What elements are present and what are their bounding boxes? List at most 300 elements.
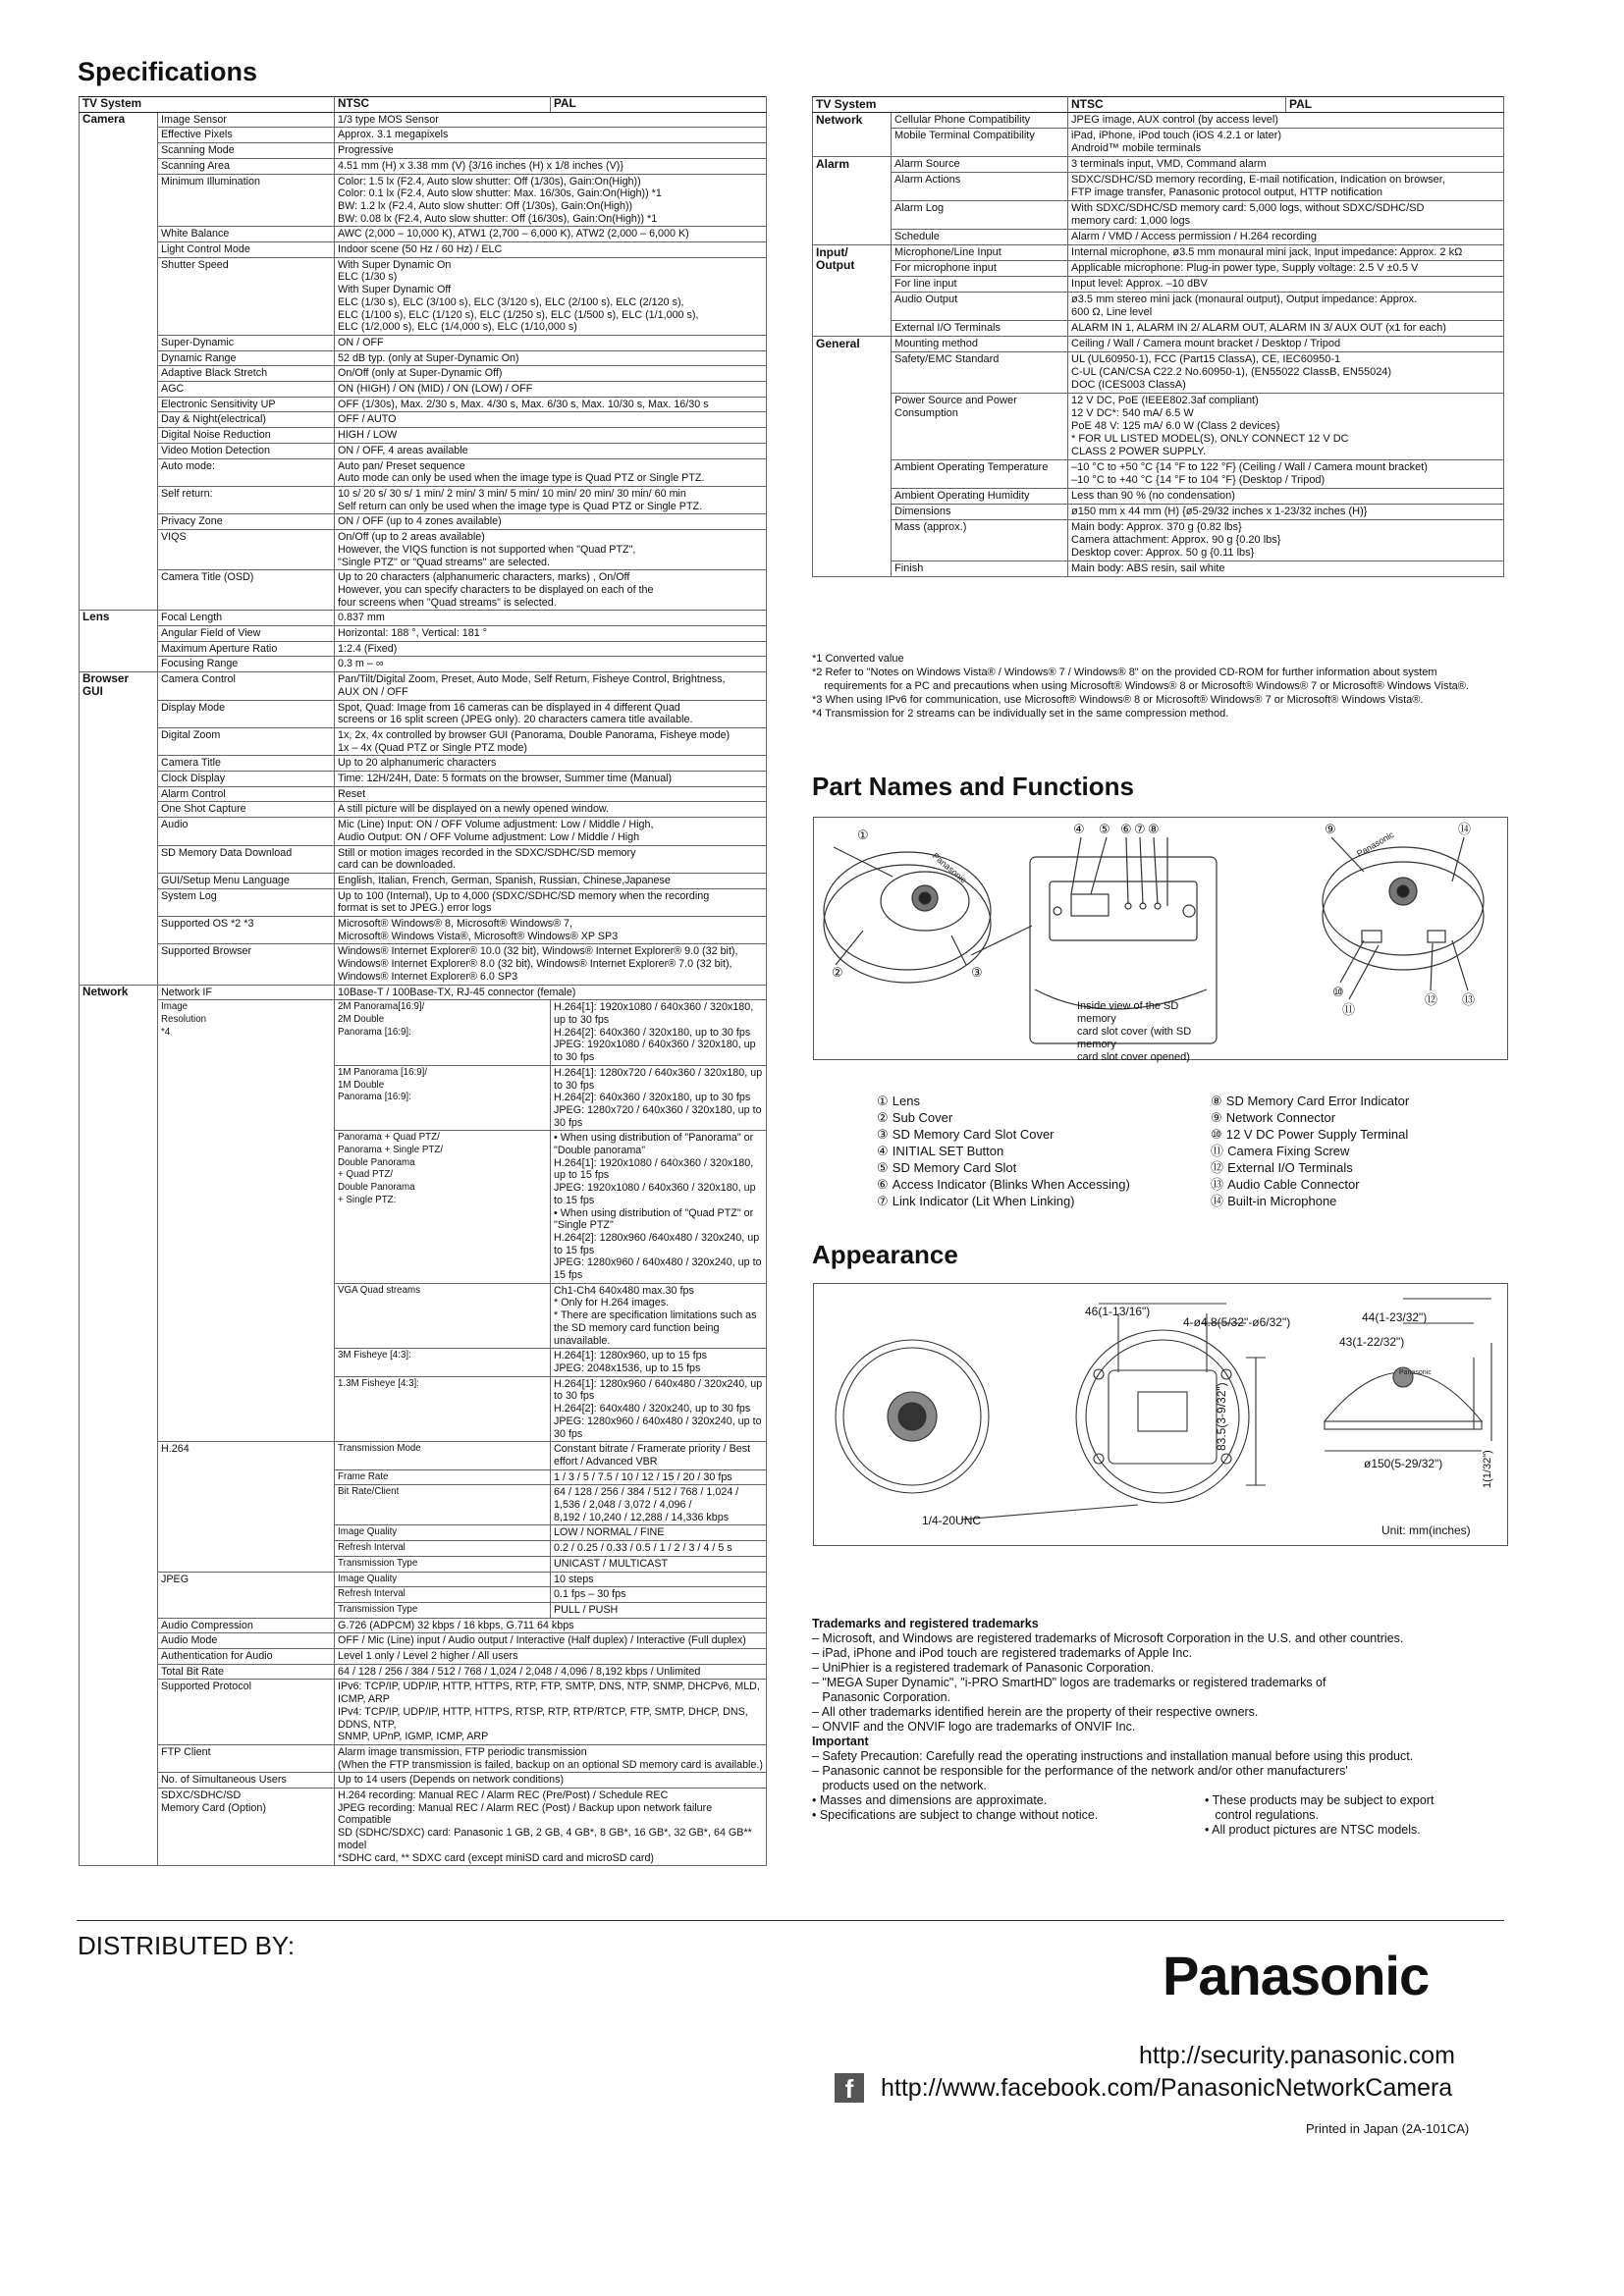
ntsc-header: NTSC <box>335 97 551 113</box>
spec-value: H.264[1]: 1920x1080 / 640x360 / 320x180, up to 30 fps H.264[2]: 640x360 / 320x180, up to 30 fps JPEG: 1920x1080 / 640x360 / 320x180, up to 30 fps <box>551 1000 767 1066</box>
spec-label: Power Source and Power Consumption <box>892 394 1068 460</box>
pal-header: PAL <box>551 97 767 113</box>
spec-label: Mobile Terminal Compatibility <box>892 129 1068 157</box>
spec-label: Bit Rate/Client <box>335 1485 551 1525</box>
spec-label: Mounting method <box>892 337 1068 352</box>
spec-label: AGC <box>158 382 335 398</box>
part-name: Camera Fixing Screw <box>1227 1144 1350 1158</box>
spec-value: 10 s/ 20 s/ 30 s/ 1 min/ 2 min/ 3 min/ 5 min/ 10 min/ 20 min/ 30 min/ 60 min Self return can only be used when the image type is Quad PTZ or Single PTZ. <box>335 486 767 513</box>
important-item: – Panasonic cannot be responsible for the performance of the network and/or other manufacturers' <box>812 1764 1348 1778</box>
spec-row <box>813 277 1504 293</box>
spec-label: Light Control Mode <box>158 242 335 258</box>
spec-label: Effective Pixels <box>158 128 335 143</box>
spec-label: Audio Compression <box>158 1618 335 1633</box>
spec-label: Auto mode: <box>158 458 335 486</box>
part-name: Audio Cable Connector <box>1227 1177 1360 1192</box>
footnote: *4 Transmission for 2 streams can be individually set in the same compression method. <box>812 708 1229 720</box>
callout-3: ③ <box>971 966 983 981</box>
spec-value: Level 1 only / Level 2 higher / All users <box>335 1649 767 1665</box>
spec-label: Alarm Source <box>892 157 1068 173</box>
spec-row <box>80 458 767 486</box>
dim-150: ø150(5-29/32") <box>1364 1457 1443 1470</box>
spec-row <box>80 657 767 672</box>
spec-label: 1.3M Fisheye [4:3]: <box>335 1376 551 1442</box>
part-name: 12 V DC Power Supply Terminal <box>1225 1127 1409 1142</box>
spec-value: Constant bitrate / Framerate priority / Best effort / Advanced VBR <box>551 1442 767 1469</box>
dim-holes: 4-ø4.8(5/32"-ø6/32") <box>1183 1315 1291 1329</box>
spec-row <box>80 641 767 657</box>
footnote: *1 Converted value <box>812 653 904 665</box>
trademark-item: – All other trademarks identified herein are the property of their respective owners. <box>812 1705 1259 1719</box>
spec-label: Adaptive Black Stretch <box>158 366 335 382</box>
spec-value: Time: 12H/24H, Date: 5 formats on the browser, Summer time (Manual) <box>335 772 767 787</box>
spec-category: Alarm <box>813 157 892 245</box>
part-number: ⑧ <box>1211 1095 1226 1109</box>
part-item <box>1211 1177 1525 1194</box>
part-name: SD Memory Card Slot Cover <box>892 1127 1055 1142</box>
part-names-figure <box>813 817 1508 1063</box>
spec-row <box>80 845 767 873</box>
spec-row <box>813 561 1504 577</box>
spec-row <box>813 129 1504 157</box>
spec-label: Audio Output <box>892 293 1068 321</box>
spec-value: Less than 90 % (no condensation) <box>1068 489 1504 505</box>
spec-row <box>80 112 767 128</box>
part-name: Lens <box>892 1094 920 1108</box>
spec-label: SD Memory Data Download <box>158 845 335 873</box>
spec-value: Main body: ABS resin, sail white <box>1068 561 1504 577</box>
spec-row <box>813 173 1504 201</box>
spec-category: Network <box>80 985 158 1866</box>
spec-label: Transmission Mode <box>335 1442 551 1469</box>
appearance-heading: Appearance <box>812 1240 958 1269</box>
spec-row <box>80 128 767 143</box>
spec-label: GUI/Setup Menu Language <box>158 873 335 888</box>
ntsc-header: NTSC <box>1068 97 1286 113</box>
specifications-heading: Specifications <box>78 57 258 86</box>
spec-label: For line input <box>892 277 1068 293</box>
spec-label: Cellular Phone Compatibility <box>892 113 1068 129</box>
spec-label: 3M Fisheye [4:3]: <box>335 1349 551 1376</box>
spec-value: A still picture will be displayed on a newly opened window. <box>335 802 767 818</box>
spec-label: Scanning Mode <box>158 143 335 159</box>
part-number: ⑭ <box>1211 1195 1228 1209</box>
spec-label: SDXC/SDHC/SD Memory Card (Option) <box>158 1789 335 1866</box>
spec-label: Clock Display <box>158 772 335 787</box>
footnotes <box>812 652 1519 721</box>
spec-label: Supported Browser <box>158 944 335 985</box>
spec-value: 1x, 2x, 4x controlled by browser GUI (Panorama, Double Panorama, Fisheye mode) 1x – 4x (Quad PTZ or Single PTZ mode) <box>335 727 767 755</box>
spec-label: Dynamic Range <box>158 350 335 366</box>
spec-value: ALARM IN 1, ALARM IN 2/ ALARM OUT, ALARM IN 3/ AUX OUT (x1 for each) <box>1068 321 1504 337</box>
part-item <box>877 1194 1230 1210</box>
spec-sublabel: Image Resolution *4 <box>158 1000 335 1442</box>
right-spec-table <box>812 96 1504 577</box>
inset-caption: Inside view of the SD memory card slot cover (with SD memory card slot cover opened) <box>1077 1000 1192 1063</box>
spec-value: Alarm image transmission, FTP periodic transmission (When the FTP transmission is failed, backup on an optional SD memory card is available.) <box>335 1744 767 1772</box>
left-spec-table <box>79 96 767 1866</box>
spec-value: Reset <box>335 786 767 802</box>
parts-list-right <box>1211 1094 1525 1210</box>
trademarks-section <box>812 1617 1519 1838</box>
important-title: Important <box>812 1735 869 1748</box>
spec-row <box>80 443 767 458</box>
spec-value: ø150 mm x 44 mm (H) {ø5-29/32 inches x 1-23/32 inches (H)} <box>1068 505 1504 520</box>
part-number: ⑩ <box>1211 1128 1226 1143</box>
callout-7: ⑦ <box>1134 823 1146 837</box>
spec-value: Alarm / VMD / Access permission / H.264 recording <box>1068 230 1504 245</box>
spec-value: 52 dB typ. (only at Super-Dynamic On) <box>335 350 767 366</box>
spec-label: Transmission Type <box>335 1602 551 1618</box>
spec-label: Image Sensor <box>158 112 335 128</box>
spec-value: With Super Dynamic On ELC (1/30 s) With Super Dynamic Off ELC (1/30 s), ELC (3/100 s), ELC (3/120 s), ELC (2/100 s), ELC (2/120 s), ELC (1/100 s), ELC (1/120 s), ELC (1/250 s), ELC (1/500 s), ELC (1/1,000 s), ELC (1/2,000 s), ELC (1/4,000 s), ELC (1/10,000 s) <box>335 257 767 335</box>
spec-row <box>80 727 767 755</box>
spec-sublabel: H.264 <box>158 1442 335 1572</box>
callout-2: ② <box>832 966 843 981</box>
spec-value: Up to 20 characters (alphanumeric characters, marks) , On/Off However, you can specify characters to be displayed on each of the four screens when "Quad streams" is selected. <box>335 570 767 611</box>
part-item <box>1211 1094 1525 1110</box>
note-item: • These products may be subject to export <box>1205 1793 1435 1807</box>
device-brand-side: Panasonic <box>1399 1369 1432 1376</box>
part-item <box>1211 1194 1525 1210</box>
spec-label: Transmission Type <box>335 1556 551 1572</box>
spec-row <box>813 505 1504 520</box>
note-item: • All product pictures are NTSC models. <box>1205 1823 1421 1837</box>
callout-13: ⑬ <box>1462 993 1476 1008</box>
spec-row <box>80 756 767 772</box>
spec-row <box>80 242 767 258</box>
spec-label: Authentication for Audio <box>158 1649 335 1665</box>
part-item <box>1211 1127 1525 1144</box>
spec-row <box>813 460 1504 489</box>
callout-10: ⑩ <box>1332 986 1344 1000</box>
spec-label: Day & Night(electrical) <box>158 412 335 428</box>
spec-label: External I/O Terminals <box>892 321 1068 337</box>
callout-5: ⑤ <box>1099 823 1110 837</box>
spec-label: Supported OS *2 *3 <box>158 917 335 944</box>
part-item <box>877 1144 1230 1160</box>
spec-label: Alarm Log <box>892 201 1068 230</box>
callout-4: ④ <box>1073 823 1085 837</box>
spec-value: Spot, Quad: Image from 16 cameras can be displayed in 4 different Quad screens or 16 split screen (JPEG only). 20 characters camera title available. <box>335 700 767 727</box>
part-name: External I/O Terminals <box>1227 1160 1353 1175</box>
spec-row <box>80 530 767 570</box>
spec-label: VIQS <box>158 530 335 570</box>
spec-label: Ambient Operating Temperature <box>892 460 1068 489</box>
spec-value: 0.2 / 0.25 / 0.33 / 0.5 / 1 / 2 / 3 / 4 / 5 s <box>551 1541 767 1557</box>
footnote: *2 Refer to "Notes on Windows Vista® / Windows® 7 / Windows® 8" on the provided CD-ROM for further information about system <box>812 667 1437 678</box>
part-name: Link Indicator (Lit When Linking) <box>892 1194 1075 1208</box>
part-number: ⑤ <box>877 1161 893 1176</box>
spec-label: Microphone/Line Input <box>892 245 1068 261</box>
spec-label: Minimum Illumination <box>158 174 335 227</box>
spec-value: OFF / AUTO <box>335 412 767 428</box>
footnote: *3 When using IPv6 for communication, use Microsoft® Windows® 8 or Microsoft® Windows® 7 or Microsoft® Windows Vista®. <box>812 694 1424 706</box>
spec-label: Audio Mode <box>158 1633 335 1649</box>
spec-label: Angular Field of View <box>158 626 335 642</box>
part-name: Built-in Microphone <box>1227 1194 1337 1208</box>
spec-label: Camera Title <box>158 756 335 772</box>
spec-value: English, Italian, French, German, Spanish, Russian, Chinese,Japanese <box>335 873 767 888</box>
part-item <box>1211 1160 1525 1177</box>
spec-label: Supported Protocol <box>158 1680 335 1745</box>
spec-value: H.264 recording: Manual REC / Alarm REC (Pre/Post) / Schedule REC JPEG recording: Manual REC / Alarm REC (Post) / Backup upon network failure Compatible SD (SDHC/SDXC) card: Panasonic 1 GB, 2 GB, 4 GB*, 8 GB*, 16 GB*, 32 GB*, 64 GB** model *SDHC card, ** SDXC card (except miniSD card and microSD card) <box>335 1789 767 1866</box>
spec-row <box>813 520 1504 561</box>
spec-value: Indoor scene (50 Hz / 60 Hz) / ELC <box>335 242 767 258</box>
spec-value: Up to 100 (Internal), Up to 4,000 (SDXC/SDHC/SD memory when the recording format is set to JPEG.) error logs <box>335 888 767 916</box>
tv-system-header: TV System <box>813 97 1068 113</box>
spec-value: On/Off (only at Super-Dynamic Off) <box>335 366 767 382</box>
spec-value: 1/3 type MOS Sensor <box>335 112 767 128</box>
spec-label: Display Mode <box>158 700 335 727</box>
important-item: products used on the network. <box>812 1779 987 1792</box>
spec-value: HIGH / LOW <box>335 428 767 444</box>
printed-in: Printed in Japan (2A-101CA) <box>1306 2121 1470 2136</box>
trademark-item: – UniPhier is a registered trademark of Panasonic Corporation. <box>812 1661 1155 1675</box>
facebook-url[interactable]: http://www.facebook.com/PanasonicNetworkCamera <box>881 2074 1453 2102</box>
footnote: requirements for a PC and precautions when using Microsoft® Windows® 8 or Microsoft® Windows® 7 or Microsoft® Windows Vista®. <box>812 680 1469 692</box>
spec-value: Mic (Line) Input: ON / OFF Volume adjustment: Low / Middle / High, Audio Output: ON / OFF Volume adjustment: Low / Middle / High <box>335 818 767 845</box>
spec-value: JPEG image, AUX control (by access level) <box>1068 113 1504 129</box>
spec-value: ON (HIGH) / ON (MID) / ON (LOW) / OFF <box>335 382 767 398</box>
spec-row <box>80 486 767 513</box>
spec-label: Network IF <box>158 985 335 1000</box>
dim-unc: 1/4-20UNC <box>922 1514 982 1527</box>
spec-sublabel: JPEG <box>158 1572 335 1618</box>
spec-row <box>80 873 767 888</box>
spec-category: Input/ Output <box>813 245 892 337</box>
spec-label: Self return: <box>158 486 335 513</box>
spec-label: Focusing Range <box>158 657 335 672</box>
tv-system-header: TV System <box>80 97 335 113</box>
trademark-item: – Microsoft, and Windows are registered trademarks of Microsoft Corporation in the U.S. and other countries. <box>812 1631 1404 1645</box>
spec-row <box>813 337 1504 352</box>
spec-label: Super-Dynamic <box>158 335 335 350</box>
spec-row <box>80 227 767 242</box>
spec-row <box>80 818 767 845</box>
spec-row <box>80 672 767 700</box>
part-item <box>1211 1144 1525 1160</box>
spec-row <box>80 412 767 428</box>
spec-label: Camera Control <box>158 672 335 700</box>
spec-value: H.264[1]: 1280x960 / 640x480 / 320x240, up to 30 fps H.264[2]: 640x480 / 320x240, up to 30 fps JPEG: 1280x960 / 640x480 / 320x240, up to 30 fps <box>551 1376 767 1442</box>
part-number: ⑬ <box>1211 1178 1228 1193</box>
spec-value: Windows® Internet Explorer® 10.0 (32 bit), Windows® Internet Explorer® 9.0 (32 bit), Windows® Internet Explorer® 8.0 (32 bit), Windows® Internet Explorer® 7.0 (32 bit), Windows® Internet Explorer® 6.0 SP3 <box>335 944 767 985</box>
spec-value: Still or motion images recorded in the SDXC/SDHC/SD memory card can be downloaded. <box>335 845 767 873</box>
dim-83: 83.5(3-9/32") <box>1215 1382 1228 1451</box>
spec-label: For microphone input <box>892 261 1068 277</box>
unit-label: Unit: mm(inches) <box>1381 1523 1471 1537</box>
spec-row <box>80 944 767 985</box>
spec-value: ON / OFF <box>335 335 767 350</box>
spec-label: Frame Rate <box>335 1469 551 1485</box>
callout-11: ⑪ <box>1342 1003 1356 1018</box>
spec-label: Electronic Sensitivity UP <box>158 397 335 412</box>
spec-label: Image Quality <box>335 1525 551 1541</box>
spec-row <box>813 201 1504 230</box>
spec-label: System Log <box>158 888 335 916</box>
part-item <box>877 1177 1230 1194</box>
spec-label: White Balance <box>158 227 335 242</box>
spec-value: G.726 (ADPCM) 32 kbps / 16 kbps, G.711 64 kbps <box>335 1618 767 1633</box>
part-item <box>877 1094 1230 1110</box>
spec-value: Internal microphone, ø3.5 mm monaural mini jack, Input impedance: Approx. 2 kΩ <box>1068 245 1504 261</box>
spec-row <box>813 245 1504 261</box>
spec-value: With SDXC/SDHC/SD memory card: 5,000 logs, without SDXC/SDHC/SD memory card: 1,000 logs <box>1068 201 1504 230</box>
spec-value: SDXC/SDHC/SD memory recording, E-mail notification, Indication on browser, FTP image transfer, Panasonic protocol output, HTTP notification <box>1068 173 1504 201</box>
important-item: – Safety Precaution: Carefully read the operating instructions and installation manual before using this product. <box>812 1749 1414 1763</box>
part-name: INITIAL SET Button <box>892 1144 1004 1158</box>
spec-row <box>813 489 1504 505</box>
spec-value: Pan/Tilt/Digital Zoom, Preset, Auto Mode, Self Return, Fisheye Control, Brightness, AUX ON / OFF <box>335 672 767 700</box>
spec-row <box>80 802 767 818</box>
callout-9: ⑨ <box>1325 823 1336 837</box>
part-name: SD Memory Card Error Indicator <box>1225 1094 1410 1108</box>
spec-label: FTP Client <box>158 1744 335 1772</box>
spec-label: Panorama + Quad PTZ/ Panorama + Single PTZ/ Double Panorama + Quad PTZ/ Double Panorama + Single PTZ: <box>335 1131 551 1283</box>
spec-label: 2M Panorama[16:9]/ 2M Double Panorama [16:9]: <box>335 1000 551 1066</box>
part-name: Access Indicator (Blinks When Accessing) <box>892 1177 1130 1192</box>
spec-category: Network <box>813 113 892 157</box>
parts-list-left <box>877 1094 1230 1210</box>
spec-value: 10Base-T / 100Base-TX, RJ-45 connector (female) <box>335 985 767 1000</box>
part-name: Sub Cover <box>892 1110 953 1125</box>
spec-label: Schedule <box>892 230 1068 245</box>
spec-row <box>813 352 1504 394</box>
part-number: ③ <box>877 1128 893 1143</box>
spec-label: Image Quality <box>335 1572 551 1587</box>
part-item <box>877 1160 1230 1177</box>
part-name: SD Memory Card Slot <box>892 1160 1017 1175</box>
notes-columns <box>812 1793 1519 1838</box>
spec-value: Main body: Approx. 370 g {0.82 lbs} Camera attachment: Approx. 90 g {0.20 lbs} Desktop cover: Approx. 50 g {0.11 lbs} <box>1068 520 1504 561</box>
spec-value: 4.51 mm (H) x 3.38 mm (V) {3/16 inches (H) x 1/8 inches (V)} <box>335 158 767 174</box>
spec-row <box>80 366 767 382</box>
spec-row <box>80 786 767 802</box>
spec-value: On/Off (up to 2 areas available) However, the VIQS function is not supported when "Quad PTZ", "Single PTZ" or "Quad streams" are selected. <box>335 530 767 570</box>
spec-label: Focal Length <box>158 611 335 626</box>
note-item: • Specifications are subject to change without notice. <box>812 1808 1099 1822</box>
spec-row <box>80 514 767 530</box>
part-item <box>1211 1110 1525 1127</box>
spec-value: Ceiling / Wall / Camera mount bracket / Desktop / Tripod <box>1068 337 1504 352</box>
spec-value: Approx. 3.1 megapixels <box>335 128 767 143</box>
spec-value: 64 / 128 / 256 / 384 / 512 / 768 / 1,024 / 2,048 / 4,096 / 8,192 kbps / Unlimited <box>335 1664 767 1680</box>
spec-value: Microsoft® Windows® 8, Microsoft® Windows® 7, Microsoft® Windows Vista®, Microsoft® Windows® XP SP3 <box>335 917 767 944</box>
spec-value: ON / OFF, 4 areas available <box>335 443 767 458</box>
spec-label: 1M Panorama [16:9]/ 1M Double Panorama [16:9]: <box>335 1065 551 1131</box>
trademark-item: – ONVIF and the ONVIF logo are trademarks of ONVIF Inc. <box>812 1720 1136 1734</box>
security-url[interactable]: http://security.panasonic.com <box>1139 2042 1455 2069</box>
dim-46: 46(1-13/16") <box>1085 1305 1151 1318</box>
spec-value: Ch1-Ch4 640x480 max.30 fps * Only for H.264 images. * There are specification limitations such as the SD memory card function being unavailable. <box>551 1283 767 1349</box>
svg-text:Panasonic: Panasonic <box>1355 829 1396 859</box>
part-item <box>877 1127 1230 1144</box>
spec-value: Up to 14 users (Depends on network conditions) <box>335 1773 767 1789</box>
spec-label: Dimensions <box>892 505 1068 520</box>
spec-label: Refresh Interval <box>335 1541 551 1557</box>
spec-value: ON / OFF (up to 4 zones available) <box>335 514 767 530</box>
spec-value: UNICAST / MULTICAST <box>551 1556 767 1572</box>
spec-category: General <box>813 337 892 577</box>
distributed-by: DISTRIBUTED BY: <box>78 1931 296 1960</box>
spec-label: Finish <box>892 561 1068 577</box>
spec-value: 10 steps <box>551 1572 767 1587</box>
spec-row <box>813 394 1504 460</box>
spec-row <box>80 174 767 227</box>
spec-value: Input level: Approx. –10 dBV <box>1068 277 1504 293</box>
dim-44: 44(1-23/32") <box>1362 1310 1428 1324</box>
spec-label: Safety/EMC Standard <box>892 352 1068 394</box>
spec-value: 3 terminals input, VMD, Command alarm <box>1068 157 1504 173</box>
spec-value: H.264[1]: 1280x960, up to 15 fps JPEG: 2048x1536, up to 15 fps <box>551 1349 767 1376</box>
spec-value: LOW / NORMAL / FINE <box>551 1525 767 1541</box>
spec-label: One Shot Capture <box>158 802 335 818</box>
spec-value: PULL / PUSH <box>551 1602 767 1618</box>
spec-label: Ambient Operating Humidity <box>892 489 1068 505</box>
spec-row <box>80 397 767 412</box>
spec-row <box>80 700 767 727</box>
part-number: ④ <box>877 1145 893 1159</box>
part-number: ⑦ <box>877 1195 893 1209</box>
spec-label: Shutter Speed <box>158 257 335 335</box>
spec-value: • When using distribution of "Panorama" or "Double panorama" H.264[1]: 1920x1080 / 640x360 / 320x180, up to 15 fps JPEG: 1920x1080 / 640x360 / 320x180, up to 15 fps • When using distribution of "Quad PTZ" or "Single PTZ" H.264[2]: 1280x960 /640x480 / 320x240, up to 15 fps JPEG: 1280x960 / 640x480 / 320x240, up to 15 fps <box>551 1131 767 1283</box>
spec-label: Refresh Interval <box>335 1587 551 1603</box>
spec-value: 64 / 128 / 256 / 384 / 512 / 768 / 1,024 / 1,536 / 2,048 / 3,072 / 4,096 / 8,192 / 10,240 / 12,288 / 14,336 kbps <box>551 1485 767 1525</box>
spec-label: No. of Simultaneous Users <box>158 1773 335 1789</box>
dim-1: 1(1/32") <box>1482 1450 1493 1488</box>
part-names-heading: Part Names and Functions <box>812 772 1134 801</box>
appearance-figure <box>813 1283 1508 1546</box>
spec-label: Video Motion Detection <box>158 443 335 458</box>
callout-1: ① <box>857 828 869 843</box>
svg-text:Panasonic: Panasonic <box>930 850 969 885</box>
note-item: • Masses and dimensions are approximate. <box>812 1793 1048 1807</box>
spec-label: Digital Zoom <box>158 727 335 755</box>
spec-row <box>813 293 1504 321</box>
spec-label: Scanning Area <box>158 158 335 174</box>
spec-row <box>80 570 767 611</box>
spec-label: Camera Title (OSD) <box>158 570 335 611</box>
note-item: control regulations. <box>1205 1808 1320 1822</box>
pal-header: PAL <box>1286 97 1504 113</box>
spec-value: Up to 20 alphanumeric characters <box>335 756 767 772</box>
part-number: ① <box>877 1095 893 1109</box>
spec-label: VGA Quad streams <box>335 1283 551 1349</box>
spec-row <box>80 143 767 159</box>
spec-row <box>80 917 767 944</box>
spec-label: Privacy Zone <box>158 514 335 530</box>
dim-43: 43(1-22/32") <box>1339 1335 1405 1349</box>
callout-14: ⑭ <box>1458 823 1472 837</box>
spec-row <box>80 382 767 398</box>
spec-row <box>80 257 767 335</box>
trademark-item: Panasonic Corporation. <box>812 1690 951 1704</box>
part-item <box>877 1110 1230 1127</box>
spec-value: Progressive <box>335 143 767 159</box>
spec-row <box>80 611 767 626</box>
panasonic-logo: Panasonic <box>1163 1945 1430 2006</box>
spec-row <box>80 158 767 174</box>
spec-value: OFF (1/30s), Max. 2/30 s, Max. 4/30 s, Max. 6/30 s, Max. 10/30 s, Max. 16/30 s <box>335 397 767 412</box>
bottom-rule <box>77 1920 1504 1921</box>
spec-value: 12 V DC, PoE (IEEE802.3af compliant) 12 V DC*: 540 mA/ 6.5 W PoE 48 V: 125 mA/ 6.0 W (Class 2 devices) * FOR UL LISTED MODEL(S), ONLY CONNECT 12 V DC CLASS 2 POWER SUPPLY. <box>1068 394 1504 460</box>
facebook-icon[interactable]: f <box>835 2073 864 2103</box>
spec-value: OFF / Mic (Line) input / Audio output / Interactive (Half duplex) / Interactive (Full duplex) <box>335 1633 767 1649</box>
spec-value: H.264[1]: 1280x720 / 640x360 / 320x180, up to 30 fps H.264[2]: 640x360 / 320x180, up to 30 fps JPEG: 1280x720 / 640x360 / 320x180, up to 30 fps <box>551 1065 767 1131</box>
spec-label: Maximum Aperture Ratio <box>158 641 335 657</box>
part-number: ⑫ <box>1211 1161 1228 1176</box>
